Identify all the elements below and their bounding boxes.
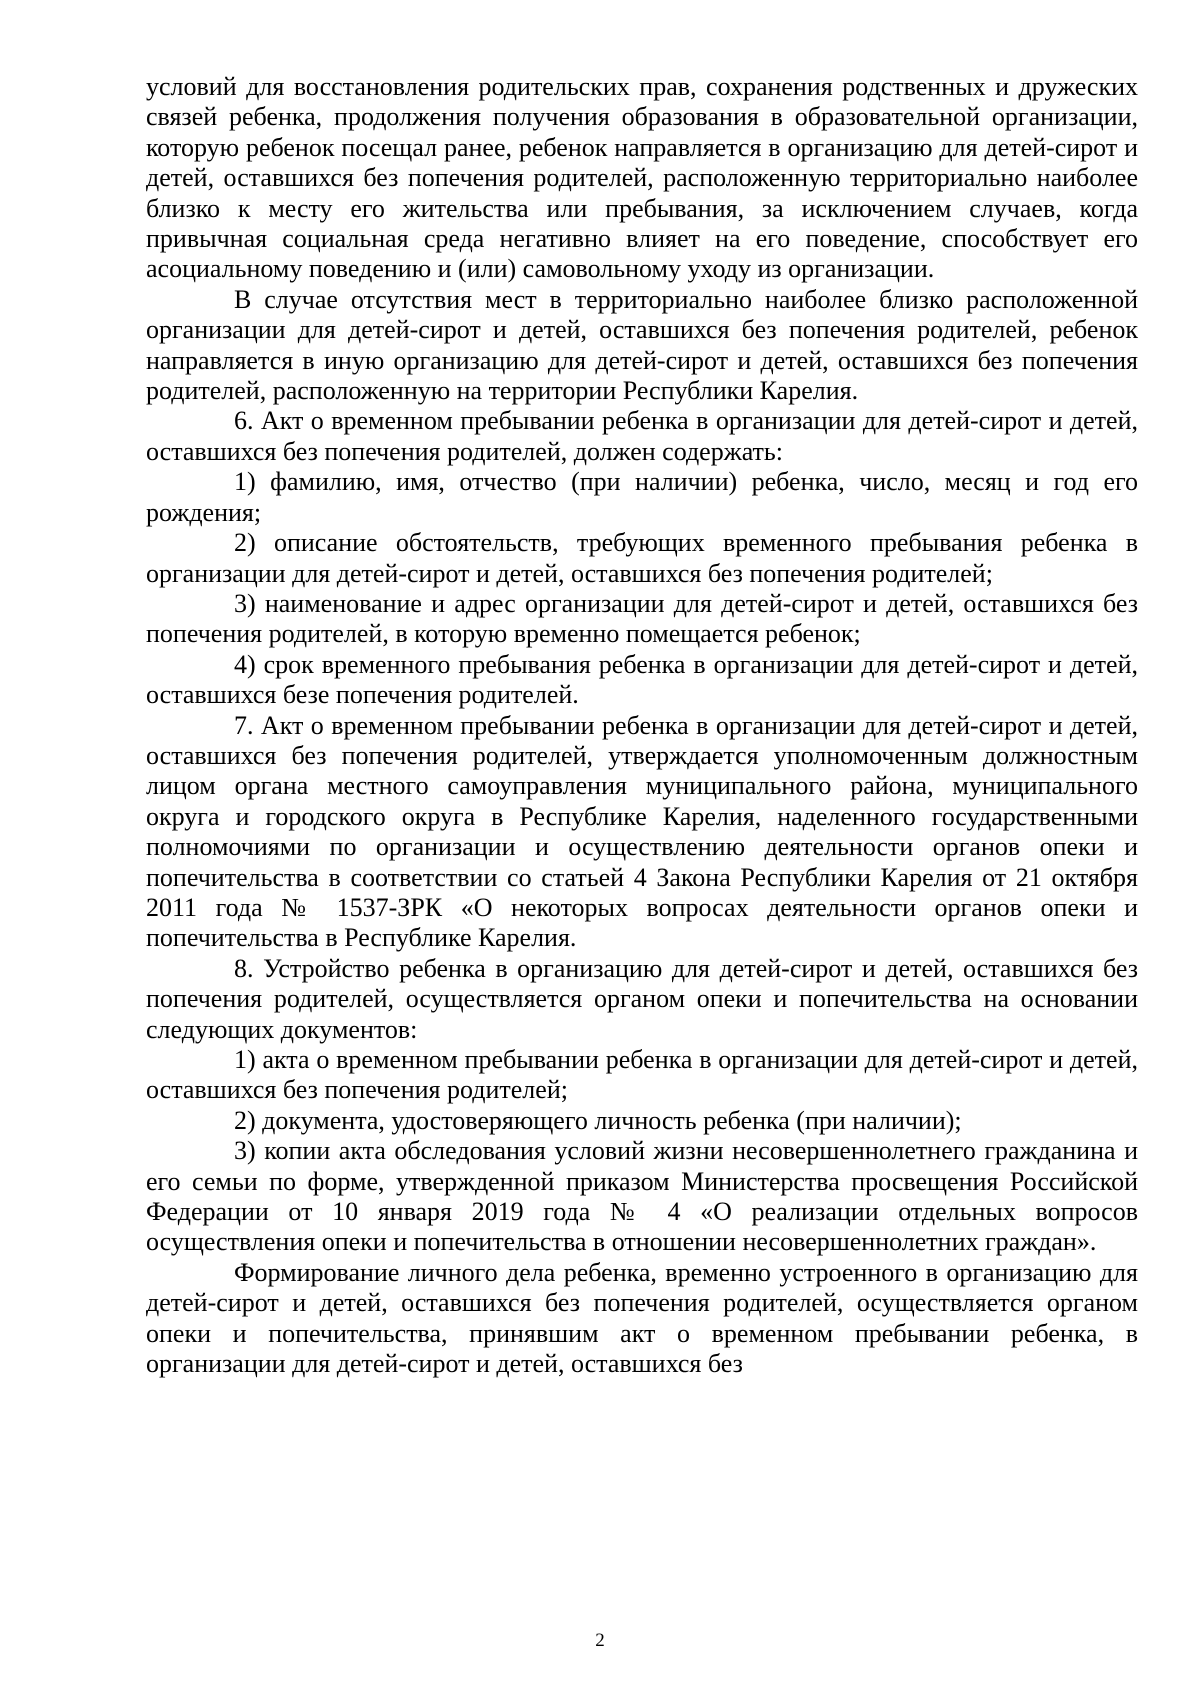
list-item-8-2: 2) документа, удостоверяющего личность ребенка (при наличии); [234, 1105, 962, 1135]
page-number: 2 [595, 1630, 605, 1651]
paragraph-personal-file: Формирование личного дела ребенка, временно устроенного в организацию для детей-сирот и детей, оставшихся без попечения родителей, осуществляется органом опеки и попечительства, принявшим акт о временном пребывании ребенка, в организации для детей-сирот и детей, оставшихся без [146, 1257, 1138, 1379]
list-item-8-3: 3) копии акта обследования условий жизни несовершеннолетнего гражданина и его семьи по форме, утвержденной приказом Министерства просвещения Российской Федерации от 10 января 2019 года № 4 «О реализации отдельных вопросов осуществления опеки и попечительства в отношении несовершеннолетних граждан». [146, 1136, 1138, 1257]
paragraph-item-6: 6. Акт о временном пребывании ребенка в организации для детей-сирот и детей, оставшихся без попечения родителей, должен содержать: [146, 406, 1138, 466]
paragraph-item-8: 8. Устройство ребенка в организацию для детей-сирот и детей, оставшихся без попечения родителей, осуществляется органом опеки и попечительства на основании следующих документов: [146, 953, 1138, 1044]
list-item-6-3: 3) наименование и адрес организации для детей-сирот и детей, оставшихся без попечения родителей, в которую временно помещается ребенок; [146, 588, 1138, 649]
list-item-8-1: 1) акта о временном пребывании ребенка в организации для детей-сирот и детей, оставшихся без попечения родителей; [146, 1045, 1138, 1105]
paragraph-item-7: 7. Акт о временном пребывании ребенка в организации для детей-сирот и детей, оставшихся без попечения родителей, утверждается уполномоченным должностным лицом органа местного самоуправления муниципального района, муниципального округа и городского округа в Республике Карелия, наделенного государственными полномочиями по организации и осуществлению деятельности органов опеки и попечительства в соответствии со статьей 4 Закона Республики Карелия от 21 октября 2011 года № 1537-ЗРК «О некоторых вопросах деятельности органов опеки и попечительства в Республике Карелия. [146, 710, 1138, 953]
list-item-6-4: 4) срок временного пребывания ребенка в организации для детей-сирот и детей, оставшихся безе попечения родителей. [146, 649, 1138, 710]
paragraph-nearest-organization: В случае отсутствия мест в территориально наиболее близко расположенной организации для детей-сирот и детей, оставшихся без попечения родителей, ребенок направляется в иную организацию для детей-сирот и детей, оставшихся без попечения родителей, расположенную на территории Республики Карелия. [146, 284, 1138, 406]
list-item-6-2: 2) описание обстоятельств, требующих временного пребывания ребенка в организации для детей-сирот и детей, оставшихся без попечения родителей; [146, 528, 1138, 588]
paragraph-continuation: условий для восстановления родительских прав, сохранения родственных и дружеских связей ребенка, продолжения получения образования в образовательной организации, которую ребенок посещал ранее, ребенок направляется в организацию для детей-сирот и детей, оставшихся без попечения родителей, расположенную территориально наиболее близко к месту его жительства или пребывания, за исключением случаев, когда привычная социальная среда негативно влияет на его поведение, способствует его асоциальному поведению и (или) самовольному уходу из организации. [146, 72, 1138, 284]
list-item-6-1: 1) фамилию, имя, отчество (при наличии) ребенка, число, месяц и год его рождения; [146, 467, 1138, 527]
document-body [146, 72, 1138, 1379]
